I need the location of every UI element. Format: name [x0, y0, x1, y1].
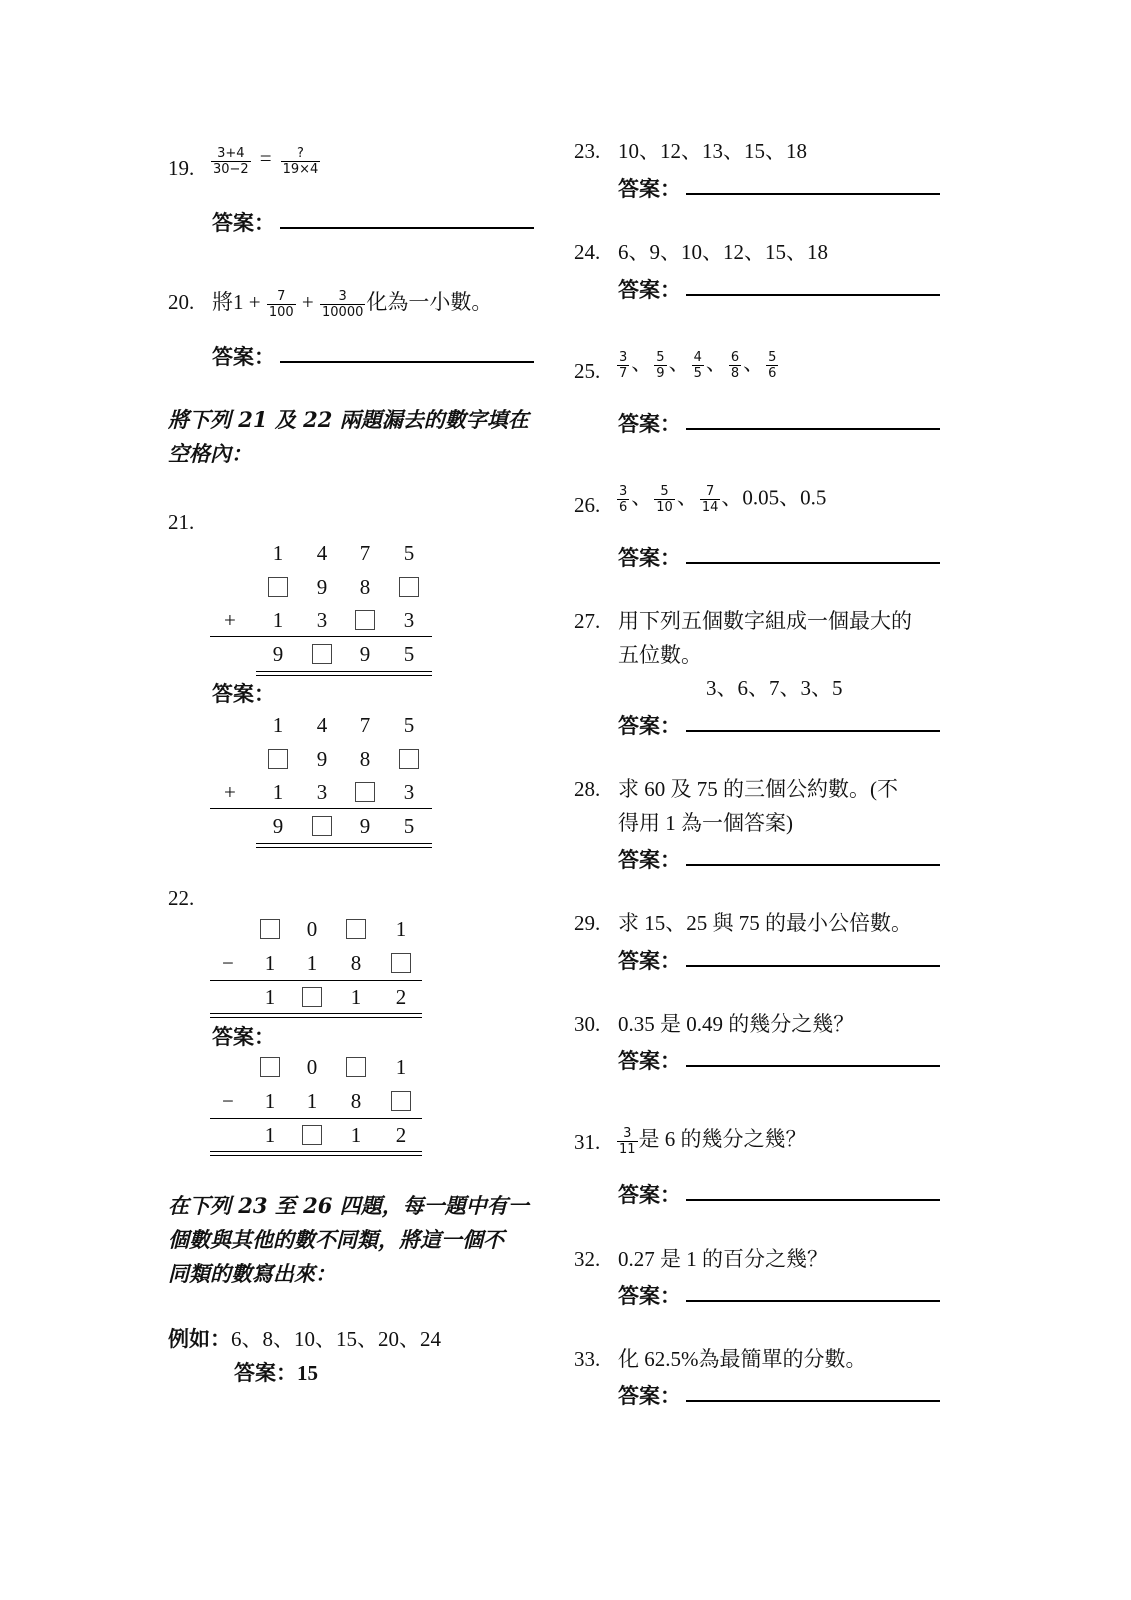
- grid-cell: 1: [395, 1055, 407, 1079]
- q31-answer-line[interactable]: [686, 1199, 940, 1201]
- q28-answer-line[interactable]: [686, 864, 940, 866]
- grid-cell: 1: [395, 917, 407, 941]
- grid-cell[interactable]: [343, 779, 387, 805]
- grid-cell: 2: [395, 985, 407, 1009]
- fraction: $\frac{5}{10}$: [656, 484, 673, 515]
- q20-number: 20.: [168, 290, 195, 314]
- grid-cell: 1: [272, 780, 284, 804]
- grid-cell[interactable]: [256, 574, 300, 600]
- grid-cell[interactable]: [248, 916, 292, 942]
- result-double-line: [256, 671, 432, 676]
- q22-problem-grid: [210, 916, 424, 1020]
- grid-cell: 9: [316, 575, 328, 599]
- grid-cell: 8: [359, 575, 371, 599]
- fraction: $\frac{3}{7}$: [619, 350, 628, 381]
- q24-answer-label: 答案：: [618, 278, 681, 302]
- q26-number: 26.: [574, 493, 601, 517]
- q29-answer-label: 答案：: [618, 949, 681, 973]
- grid-cell: 1: [272, 541, 284, 565]
- blank-box[interactable]: [391, 1091, 411, 1111]
- result-double-line: [210, 1151, 422, 1156]
- grid-cell: 8: [359, 747, 371, 771]
- blank-box[interactable]: [268, 749, 288, 769]
- operator-sign: +: [224, 780, 236, 804]
- q21-number: 21.: [168, 510, 195, 534]
- sum-line: [210, 1118, 422, 1119]
- fraction: $\frac{4}{5}$: [693, 350, 702, 381]
- grid-cell: 4: [316, 541, 328, 565]
- q22-answer-grid[interactable]: [210, 1054, 424, 1158]
- operator-sign: −: [222, 951, 234, 975]
- fraction: $\frac{5}{6}$: [768, 350, 777, 381]
- q22-number: 22.: [168, 886, 195, 910]
- blank-box[interactable]: [260, 1057, 280, 1077]
- instruction-23-26-line1: 在下列 23 至 26 四題，每一題中有一: [168, 1193, 529, 1218]
- q32-number: 32.: [574, 1247, 601, 1271]
- grid-cell: 4: [316, 713, 328, 737]
- instruction-21-22-line1: 將下列 21 及 22 兩題漏去的數字填在: [168, 407, 529, 432]
- blank-box[interactable]: [355, 610, 375, 630]
- grid-cell[interactable]: [334, 916, 378, 942]
- grid-cell: 9: [359, 642, 371, 666]
- blank-box[interactable]: [260, 919, 280, 939]
- q31-answer-label: 答案：: [618, 1183, 681, 1207]
- q26-answer-label: 答案：: [618, 546, 681, 570]
- q30-answer-line[interactable]: [686, 1065, 940, 1067]
- grid-cell: 5: [403, 642, 415, 666]
- blank-box[interactable]: [399, 749, 419, 769]
- q32-text: 0.27 是 1 的百分之幾？: [618, 1247, 828, 1271]
- q28-line2: 得用 1 為一個答案): [618, 811, 793, 835]
- blank-box[interactable]: [312, 816, 332, 836]
- q29-answer-line[interactable]: [686, 965, 940, 967]
- grid-cell: 1: [306, 951, 318, 975]
- grid-cell: 1: [306, 1089, 318, 1113]
- grid-cell[interactable]: [334, 1054, 378, 1080]
- q30-text: 0.35 是 0.49 的幾分之幾？: [618, 1012, 855, 1036]
- grid-cell: 1: [350, 1123, 362, 1147]
- grid-cell[interactable]: [379, 1088, 423, 1114]
- q27-line2: 五位數。: [618, 643, 702, 667]
- grid-cell: 0: [306, 1055, 318, 1079]
- q29-text: 求 15、25 與 75 的最小公倍數。: [618, 911, 912, 935]
- q19-answer-line[interactable]: [280, 227, 534, 229]
- grid-cell[interactable]: [343, 607, 387, 633]
- grid-cell: 1: [272, 713, 284, 737]
- sum-line: [210, 808, 432, 809]
- grid-cell[interactable]: [290, 984, 334, 1010]
- q27-answer-line[interactable]: [686, 730, 940, 732]
- grid-cell: 3: [316, 608, 328, 632]
- blank-box[interactable]: [391, 953, 411, 973]
- q23-text: 10、12、13、15、18: [618, 139, 807, 163]
- q29-number: 29.: [574, 911, 601, 935]
- blank-box[interactable]: [346, 919, 366, 939]
- q28-answer-label: 答案：: [618, 848, 681, 872]
- q20-answer-label: 答案：: [212, 345, 275, 369]
- grid-cell[interactable]: [300, 813, 344, 839]
- grid-cell: 1: [264, 985, 276, 1009]
- grid-cell: 9: [316, 747, 328, 771]
- instruction-23-26-line2: 個數與其他的數不同類，將這一個不: [168, 1227, 504, 1252]
- q20-text: 將1 + $\frac{7}{100}$ + $\frac{3}{10000}$ 化為一小數。: [212, 288, 493, 320]
- grid-cell: 9: [359, 814, 371, 838]
- q28-line1: 求 60 及 75 的三個公約數。(不: [618, 777, 898, 801]
- grid-cell: 1: [264, 951, 276, 975]
- q32-answer-line[interactable]: [686, 1300, 940, 1302]
- q33-answer-label: 答案：: [618, 1384, 681, 1408]
- q24-answer-line[interactable]: [686, 294, 940, 296]
- grid-cell: 7: [359, 541, 371, 565]
- q25-fractions: $\frac{3}{7}$ 、 $\frac{5}{9}$ 、 $\frac{4}{5}$ 、 $\frac{6}{8}$ 、 $\frac{5}{6}$: [619, 350, 777, 381]
- grid-cell: 1: [272, 608, 284, 632]
- q33-answer-line[interactable]: [686, 1400, 940, 1402]
- blank-box[interactable]: [355, 782, 375, 802]
- fraction: $\frac{5}{9}$: [656, 350, 665, 381]
- q22-answer-label: 答案：: [212, 1025, 275, 1049]
- grid-cell: 9: [272, 814, 284, 838]
- q27-answer-label: 答案：: [618, 714, 681, 738]
- q23-number: 23.: [574, 139, 601, 163]
- q28-number: 28.: [574, 777, 601, 801]
- example-label: 例如：: [168, 1327, 231, 1351]
- blank-box[interactable]: [399, 577, 419, 597]
- blank-box[interactable]: [346, 1057, 366, 1077]
- instruction-21-22-line2: 空格內：: [168, 441, 252, 466]
- blank-box[interactable]: [268, 577, 288, 597]
- grid-cell: 5: [403, 713, 415, 737]
- grid-cell[interactable]: [379, 950, 423, 976]
- q27-digits: 3、6、7、3、5: [706, 676, 843, 700]
- grid-cell: 2: [395, 1123, 407, 1147]
- grid-cell[interactable]: [248, 1054, 292, 1080]
- result-double-line: [256, 843, 432, 848]
- example: [168, 1327, 441, 1351]
- fraction: $\frac{6}{8}$: [730, 350, 740, 381]
- grid-cell[interactable]: [387, 574, 431, 600]
- q19-rhs-fraction: $\frac{?}{19\times 4}$: [282, 146, 319, 177]
- grid-cell: 1: [264, 1089, 276, 1113]
- grid-cell: 0: [306, 917, 318, 941]
- grid-cell[interactable]: [300, 641, 344, 667]
- sum-line: [210, 636, 432, 637]
- q21-answer-label: 答案：: [212, 682, 275, 706]
- operator-sign: −: [222, 1089, 234, 1113]
- example-sequence: 6、8、10、15、20、24: [231, 1327, 441, 1351]
- q27-number: 27.: [574, 609, 601, 633]
- fraction: $\frac{3}{6}$: [619, 484, 628, 515]
- q21-problem-grid: [210, 540, 434, 680]
- q19-answer-label: 答案：: [212, 211, 275, 235]
- blank-box[interactable]: [302, 987, 322, 1007]
- q19-equation: $\frac{3+4}{30-2}$ = $\frac{?}{19\times 4}$: [213, 146, 319, 177]
- grid-cell: 1: [350, 985, 362, 1009]
- grid-cell: 3: [316, 780, 328, 804]
- fraction: $\frac{7}{14}$: [701, 484, 719, 515]
- q31-number: 31.: [574, 1130, 601, 1154]
- grid-cell: 1: [264, 1123, 276, 1147]
- grid-cell: 5: [403, 541, 415, 565]
- example-answer: 答案：15: [234, 1361, 318, 1385]
- operator-sign: +: [224, 608, 236, 632]
- q31-text: $\frac{3}{11}$ 是 6 的幾分之幾？: [619, 1125, 807, 1157]
- q19-number: 19.: [168, 156, 195, 180]
- sum-line: [210, 980, 422, 981]
- q24-text: 6、9、10、12、15、18: [618, 240, 828, 264]
- grid-cell: 5: [403, 814, 415, 838]
- grid-cell[interactable]: [387, 746, 431, 772]
- result-double-line: [210, 1013, 422, 1018]
- q20-answer-line[interactable]: [280, 361, 534, 363]
- grid-cell: 9: [272, 642, 284, 666]
- q26-answer-line[interactable]: [686, 562, 940, 564]
- q24-number: 24.: [574, 240, 601, 264]
- q23-answer-line[interactable]: [686, 193, 940, 195]
- q25-answer-label: 答案：: [618, 412, 681, 436]
- q19-lhs-fraction: $\frac{3+4}{30-2}$: [213, 146, 249, 177]
- blank-box[interactable]: [312, 644, 332, 664]
- q31-fraction: $\frac{3}{11}$: [619, 1125, 636, 1157]
- grid-cell: 7: [359, 713, 371, 737]
- grid-cell[interactable]: [256, 746, 300, 772]
- q25-number: 25.: [574, 359, 601, 383]
- q21-answer-grid[interactable]: [210, 712, 434, 852]
- q30-number: 30.: [574, 1012, 601, 1036]
- q23-answer-label: 答案：: [618, 177, 681, 201]
- grid-cell: 8: [350, 951, 362, 975]
- q33-number: 33.: [574, 1347, 601, 1371]
- grid-cell: 8: [350, 1089, 362, 1113]
- q25-answer-line[interactable]: [686, 428, 940, 430]
- blank-box[interactable]: [302, 1125, 322, 1145]
- grid-cell: 3: [403, 780, 415, 804]
- q30-answer-label: 答案：: [618, 1049, 681, 1073]
- q32-answer-label: 答案：: [618, 1284, 681, 1308]
- q33-text: 化 62.5%為最簡單的分數。: [618, 1347, 867, 1371]
- instruction-23-26-line3: 同類的數寫出來：: [168, 1261, 336, 1286]
- q27-line1: 用下列五個數字組成一個最大的: [618, 609, 912, 633]
- grid-cell[interactable]: [290, 1122, 334, 1148]
- q26-fractions: $\frac{3}{6}$ 、 $\frac{5}{10}$ 、 $\frac{7}{14}$ 、0.05、0.5: [619, 484, 827, 515]
- grid-cell: 3: [403, 608, 415, 632]
